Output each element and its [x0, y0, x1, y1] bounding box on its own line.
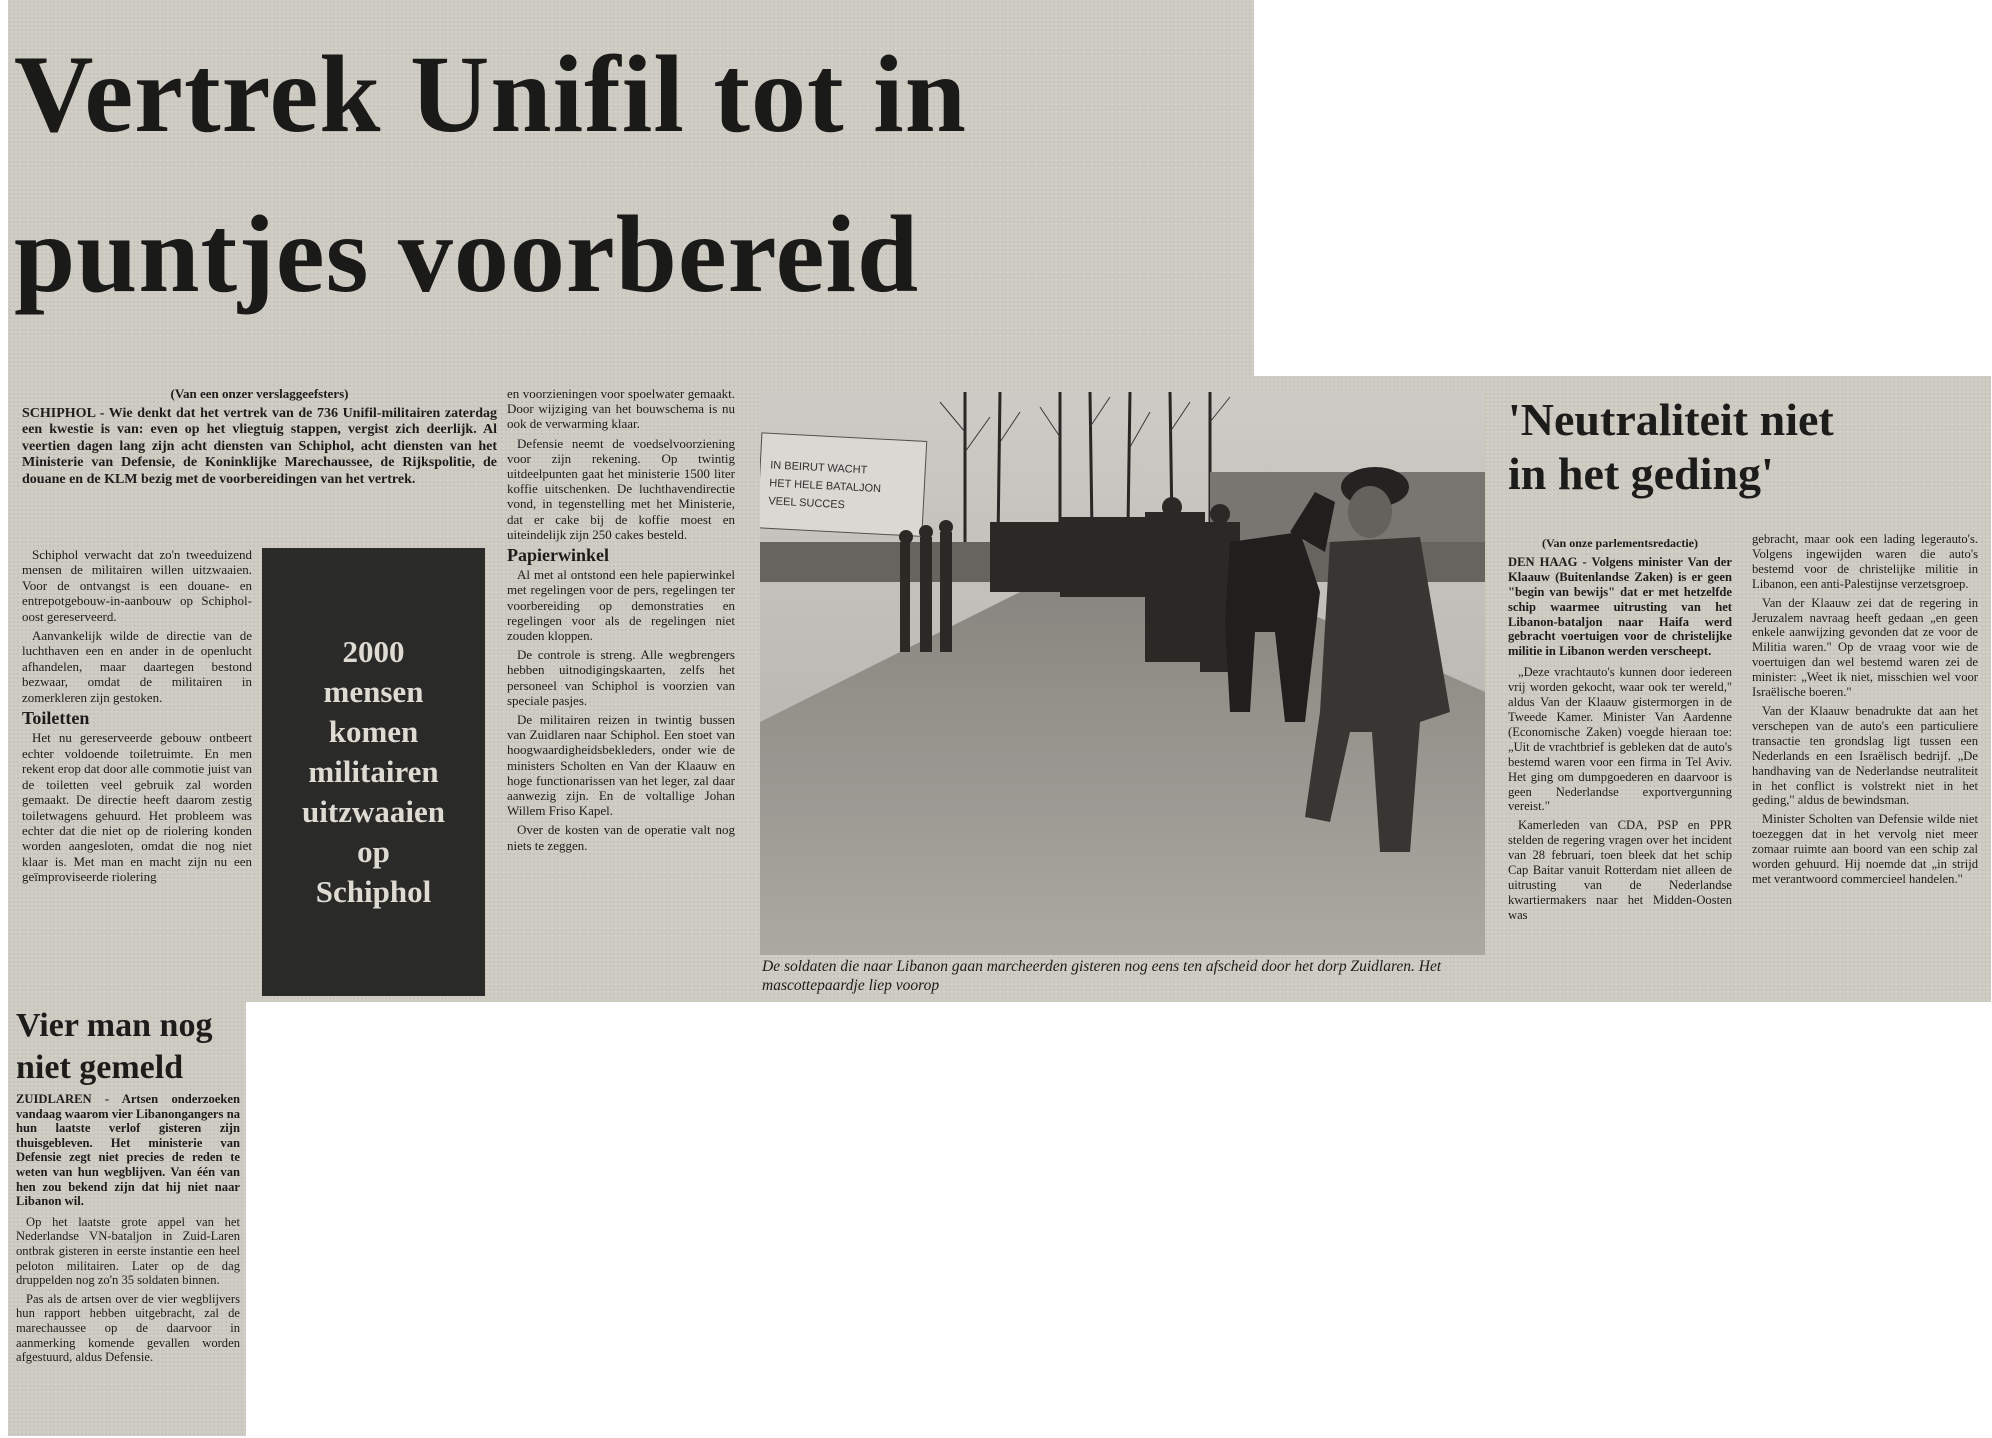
main-col1-para: Het nu gereserveerde gebouw ontbeert echter voldoende toiletruimte. En men rekent erop dat door alle commotie juist van de toiletten veel gebruik zal worden gemaakt. De directie heeft daarom zestig toiletwagens gehuurd. Het probleem was echter dat die niet op de riolering konden worden aangesloten, omdat die nog niet klaar is. Met man en macht zijn nu een geïmproviseerde riolering — [22, 730, 252, 885]
side-col-1 — [1508, 536, 1732, 927]
headline-line-2: puntjes voorbereid — [14, 193, 920, 315]
bottom-article-body — [16, 1092, 240, 1369]
svg-text:HET HELE BATALJON: HET HELE BATALJON — [768, 477, 882, 496]
headline-line-1: Vertrek Unifil tot in — [14, 33, 967, 155]
pull-quote-line: op — [357, 834, 390, 869]
side-headline-line-1: 'Neutraliteit niet — [1508, 394, 1834, 445]
side-col2-para: Minister Scholten van Defensie wilde niet toezeggen dat in het vervolg niet meer zomaar ruimte aan boord van een schip zal worden gehuurd. Hij noemde dat „in strijd met verantwoord commercieel handelen." — [1752, 812, 1978, 886]
main-col2-para: Al met al ontstond een hele papierwinkel met regelingen voor de pers, regelingen ter voorbereiding op demonstraties en regelingen voor als de regelingen niet zouden kloppen. — [507, 567, 735, 644]
bottom-article-headline — [16, 1005, 244, 1089]
news-photo — [760, 392, 1485, 955]
subhead-papierwinkel: Papierwinkel — [507, 545, 609, 566]
svg-text:VEEL SUCCES: VEEL SUCCES — [768, 495, 846, 512]
side-col1-para: „Deze vrachtauto's kunnen door iedereen vrij worden gekocht, waar ook ter wereld," aldus Van der Klaauw gistermorgen in de Tweede Kamer. Minister Van Aardenne (Economische Zaken) voegde hieraan toe: „Uit de vrachtbrief is gebleken dat de auto's bestemd waren voor een firma in Tel Aviv. Het ging om dumpgoederen en daarvoor is geen Nederlandse exportvergunning vereist." — [1508, 665, 1732, 814]
main-lead: SCHIPHOL - Wie denkt dat het vertrek van de 736 Unifil-militairen zaterdag een kwestie is van: even op het vliegtuig stappen, vergist zich deerlijk. Al veertien dagen lang zijn acht diensten van Schiphol, acht diensten van het Ministerie van Defensie, de Koninklijke Marechaussee, de Rijkspolitie, de douane en de KLM bezig met de voorbereidingen van het vertrek. — [22, 405, 497, 487]
main-byline: (Van een onzer verslaggeefsters) — [170, 386, 349, 401]
pull-quote-box — [262, 548, 485, 996]
main-col-1 — [22, 547, 252, 889]
side-col2-para: Van der Klaauw zei dat de regering in Jeruzalem navraag heeft gedaan „en geen enkele aanwijzing gevonden dat ze voor de Militia waren." Op de vraag voor wie de voertuigen dan wel bestemd waren zei de minister: „Weet ik niet, misschien wel voor Israëlische boeren." — [1752, 595, 1978, 700]
side-col2-para: gebracht, maar ook een lading legerauto's. Volgens ingewijden waren die auto's bestemd voor de christelijke militie in Libanon, een anti-Palestijnse verzetsgroep. — [1752, 532, 1978, 591]
side-lead: DEN HAAG - Volgens minister Van der Klaauw (Buitenlandse Zaken) is er geen "begin van bewijs" dat er met hetzelfde schip waarmee uitrusting van het Libanon-bataljon naar Haifa werd gebracht voertuigen voor de christelijke militie in Libanon werden verscheept. — [1508, 554, 1732, 659]
pull-quote-line: uitzwaaien — [302, 794, 445, 829]
pull-quote-line: mensen — [323, 674, 424, 709]
side-col1-para: Kamerleden van CDA, PSP en PPR stelden de regering vragen over het incident van 28 februari, toen bleek dat het schip Cap Baitar vanuit Rotterdam niet alleen de uitrusting van de Nederlandse kwartiermakers naar het Midden-Oosten was — [1508, 818, 1732, 922]
subhead-toiletten: Toiletten — [22, 708, 90, 729]
pull-quote-line: 2000 — [342, 634, 405, 669]
main-col-2 — [507, 386, 735, 857]
bottom-para: Op het laatste grote appel van het Nederlandse VN-bataljon in Zuid-Laren ontbrak gisteren in eerste instantie een heel peloton militairen. Later op de dag druppelden nog zo'n 35 soldaten binnen. — [16, 1214, 240, 1288]
main-article-top — [22, 386, 497, 488]
side-article-headline — [1508, 393, 1983, 501]
side-col-2 — [1752, 532, 1978, 891]
main-col2-para: De militairen reizen in twintig bussen van Zuidlaren naar Schiphol. Een stoet van hoogwaardigheidsbekleders, onder wie de ministers Scholten en Van der Klaauw en hoge functionarissen van het leger, zal daar aanwezig zijn. En de voltallige Johan Willem Friso Kapel. — [507, 712, 735, 819]
pull-quote-line: militairen — [308, 754, 439, 789]
side-headline-line-2: in het geding' — [1508, 448, 1774, 499]
banner-text: IN BEIRUT WACHT — [769, 459, 868, 477]
main-col1-para: Schiphol verwacht dat zo'n tweeduizend mensen de militairen willen uitzwaaien. Voor de ontvangst is een douane- en entrepotgebouw-in-aanbouw op Schiphol-oost gereserveerd. — [22, 547, 252, 624]
photo-caption: De soldaten die naar Libanon gaan marcheerden gisteren nog eens ten afscheid door het dorp Zuidlaren. Het mascottepaardje liep voorop — [762, 958, 1442, 994]
main-col2-para: en voorzieningen voor spoelwater gemaakt. Door wijziging van het bouwschema is nu ook de verwarming klaar. — [507, 386, 735, 432]
bottom-lead: ZUIDLAREN - Artsen onderzoeken vandaag waarom vier Libanongangers na hun laatste verlof gisteren zijn thuisgebleven. Het ministerie van Defensie zegt niet precies de reden te weten van hun wegblijven. Van één van hen zou bekend zijn dat hij niet naar Libanon wil. — [16, 1092, 240, 1209]
pull-quote-line: komen — [328, 714, 419, 749]
main-col2-para: De controle is streng. Alle wegbrengers hebben uitnodigingskaarten, zelfs het personeel van Schiphol is voorzien van speciale pasjes. — [507, 647, 735, 708]
bottom-para: Pas als de artsen over de vier wegblijvers hun rapport hebben uitgebracht, zal de marechaussee op de daarvoor in aanmerking komende gevallen worden afgestuurd, aldus Defensie. — [16, 1291, 240, 1365]
main-col2-para: Defensie neemt de voedselvoorziening voor zijn rekening. Op twintig uitdeelpunten gaat het ministerie 1500 liter koffie uitschenken. De luchthavendirectie vond, in tegenstelling met het Ministerie, dat er cake bij de koffie moest en uiteindelijk zijn 250 cakes besteld. — [507, 435, 735, 542]
bottom-headline-line-1: Vier man nog — [16, 1007, 213, 1044]
bottom-headline-line-2: niet gemeld — [16, 1049, 184, 1086]
pull-quote-line: Schiphol — [315, 874, 432, 909]
main-col2-para: Over de kosten van de operatie valt nog niets te zeggen. — [507, 822, 735, 853]
main-headline — [14, 14, 1254, 334]
side-byline: (Van onze parlementsredactie) — [1542, 536, 1698, 550]
side-col2-para: Van der Klaauw benadrukte dat aan het verschepen van de auto's een particuliere transactie ten grondslag ligt tussen een Nederlands en een Israëlisch bedrijf. „De handhaving van de Nederlandse neutraliteit in het conflict is volstrekt niet in het geding," aldus de bewindsman. — [1752, 703, 1978, 808]
photo-soldiers-marching — [760, 392, 1485, 955]
main-col1-para: Aanvankelijk wilde de directie van de luchthaven een en ander in de openlucht afhandelen, maar daartegen bestond bezwaar, omdat de militairen in zomerkleren zijn gestoken. — [22, 628, 252, 705]
